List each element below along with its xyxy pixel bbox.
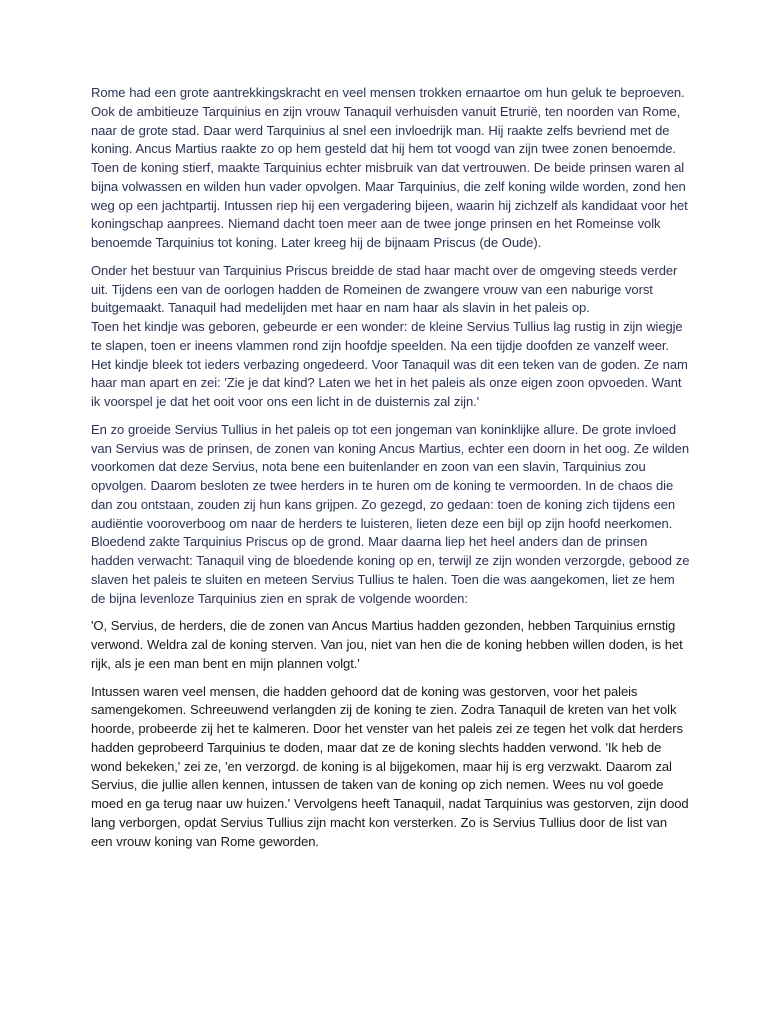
document-page bbox=[91, 84, 691, 860]
paragraph-2: Onder het bestuur van Tarquinius Priscus breidde de stad haar macht over de omgeving steeds verder uit. Tijdens een van de oorlogen hadden de Romeinen de zwangere vrouw van een naburige vorst buitgemaakt. Tanaquil had medelijden met haar en nam haar als slavin in het paleis op. bbox=[91, 262, 678, 316]
quote-paragraph: 'O, Servius, de herders, die de zonen van Ancus Martius hadden gezonden, hebben Tarquinius ernstig verwond. Weldra zal de koning sterven. Van jou, niet van hen die de koning hebben willen doden, is het rijk, als je een man bent en mijn plannen volgt.' bbox=[91, 618, 683, 671]
paragraph-1: Rome had een grote aantrekkingskracht en veel mensen trokken ernaartoe om hun geluk te beproeven. Ook de ambitieuze Tarquinius en zijn vrouw Tanaquil verhuisden vanuit Etrurië, ten noorden van Rome, naar de grote stad. Daar werd Tarquinius al snel een invloedrijk man. Hij raakte zelfs bevriend met de koning. Ancus Martius raakte zo op hem gesteld dat hij hem tot voogd van zijn twee zonen benoemde. Toen de koning stierf, maakte Tarquinius echter misbruik van dat vertrouwen. De beide prinsen waren al bijna volwassen en wilden hun vader opvolgen. Maar Tarquinius, die zelf koning wilde worden, zond hen weg op een jachtpartij. Intussen riep hij een vergadering bijeen, waarin hij zichzelf als kandidaat voor het koningschap aanprees. Niemand dacht toen meer aan de twee jonge prinsen en het Romeinse volk benoemde Tarquinius tot koning. Later kreeg hij de bijnaam Priscus (de Oude). bbox=[91, 85, 688, 250]
paragraph-3: Toen het kindje was geboren, gebeurde er een wonder: de kleine Servius Tullius lag rustig in zijn wiegje te slapen, toen er ineens vlammen rond zijn hoofdje speelden. Na een tijdje doofden ze vanzelf weer. Het kindje bleek tot ieders verbazing ongedeerd. Voor Tanaquil was dit een teken van de goden. Ze nam haar man apart en zei: 'Zie je dat kind? Laten we het in het paleis als onze eigen zoon opvoeden. Want ik voorspel je dat het ooit voor ons een licht in de duisternis zal zijn.' bbox=[91, 319, 688, 409]
paragraph-6: Intussen waren veel mensen, die hadden gehoord dat de koning was gestorven, voor het paleis samengekomen. Schreeuwend verlangden zij de koning te zien. Zodra Tanaquil de kreten van het volk hoorde, probeerde zij het te kalmeren. Door het venster van het paleis zei ze tegen het volk dat herders hadden geprobeerd Tarquinius te doden, maar dat ze de koning slechts hadden verwond. 'Ik heb de wond bekeken,' zei ze, 'en verzorgd. de koning is al bijgekomen, maar hij is erg verzwakt. Daarom zal Servius, die jullie allen kennen, intussen de taken van de koning op zich nemen. Wees nu vol goede moed en ga terug naar uw huizen.' Vervolgens heeft Tanaquil, nadat Tarquinius was gestorven, zijn dood lang verborgen, opdat Servius Tullius zijn macht kon versterken. Zo is Servius Tullius door de list van een vrouw koning van Rome geworden. bbox=[91, 683, 689, 849]
paragraph-4: En zo groeide Servius Tullius in het paleis op tot een jongeman van koninklijke allure. De grote invloed van Servius was de prinsen, de zonen van koning Ancus Martius, echter een doorn in het oog. Ze wilden voorkomen dat deze Servius, nota bene een buitenlander en zoon van een slavin, Tarquinius zou opvolgen. Daarom besloten ze twee herders in te huren om de koning te vermoorden. In de chaos die dan zou ontstaan, zouden zij hun kans grijpen. Zo gezegd, zo gedaan: toen de koning zich tijdens een audiëntie vooroverboog om naar de herders te luisteren, lieten deze een bijl op zijn hoofd neerkomen. Bloedend zakte Tarquinius Priscus op de grond. Maar daarna liep het heel anders dan de prinsen hadden verwacht: Tanaquil ving de bloedende koning op en, terwijl ze zijn wonden verzorgde, gebood ze slaven het paleis te sluiten en meteen Servius Tullius te halen. Toen die was aangekomen, liet ze hem de bijna levenloze Tarquinius zien en sprak de volgende woorden: bbox=[91, 421, 690, 606]
